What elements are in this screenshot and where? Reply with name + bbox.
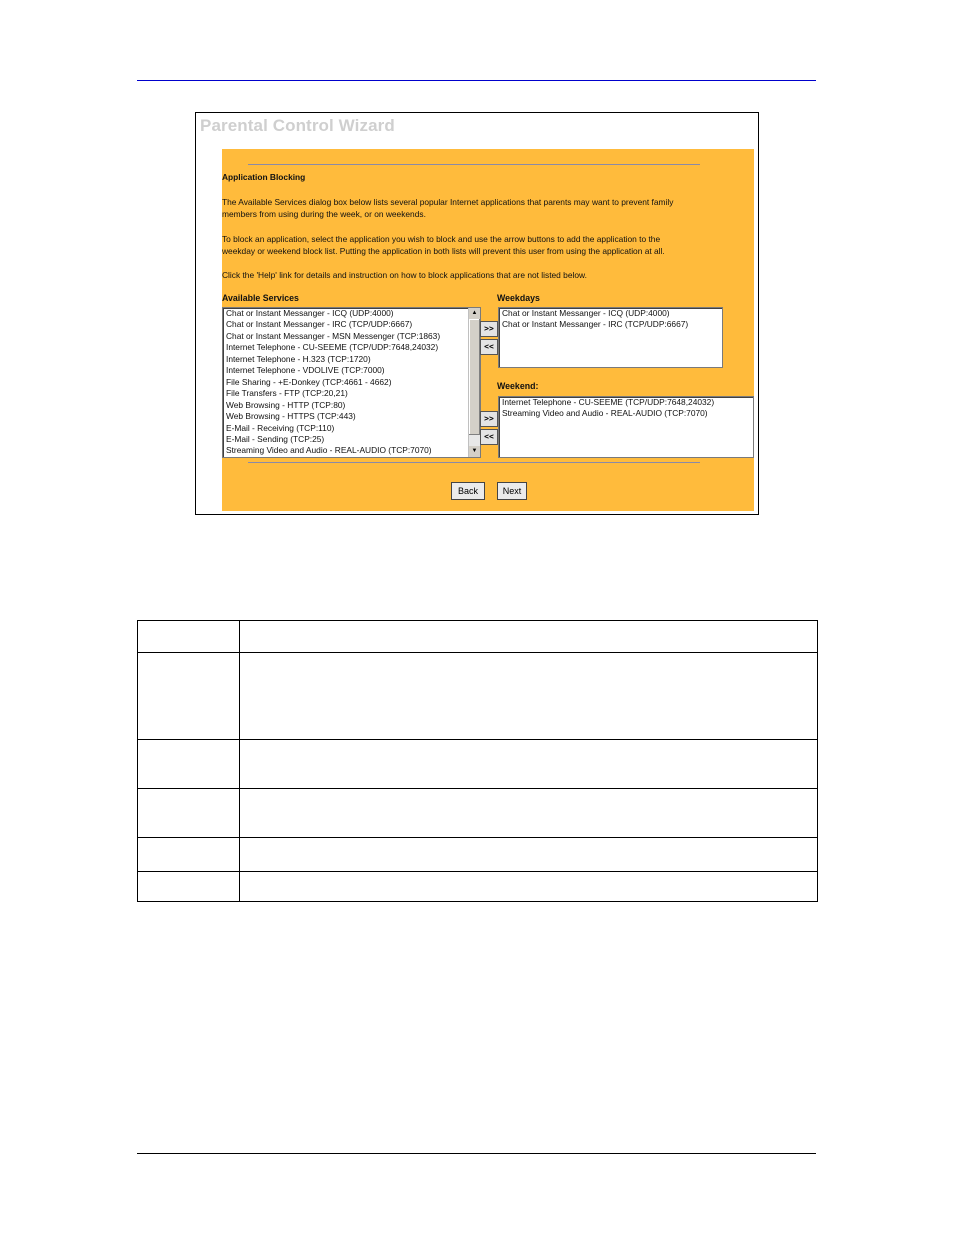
weekdays-label: Weekdays <box>497 293 540 303</box>
list-item[interactable]: File Sharing - +E-Donkey (TCP:4661 - 4662) <box>226 376 392 387</box>
add-to-weekend-button[interactable]: >> <box>480 411 498 427</box>
remove-from-weekdays-button[interactable]: << <box>480 339 498 355</box>
list-item[interactable]: Chat or Instant Messanger - IRC (TCP/UDP:6667) <box>226 319 413 330</box>
list-item[interactable]: Chat or Instant Messanger - IRC (TCP/UDP:6667) <box>502 319 689 330</box>
list-item[interactable]: Internet Telephone - CU-SEEME (TCP/UDP:7648,24032) <box>226 342 439 353</box>
description-table <box>137 620 818 902</box>
remove-from-weekend-button[interactable]: << <box>480 429 498 445</box>
list-item[interactable]: Chat or Instant Messanger - MSN Messenger (TCP:1863) <box>226 330 441 341</box>
scroll-thumb[interactable] <box>469 319 480 435</box>
available-services-scrollbar[interactable] <box>468 308 480 457</box>
section-title: Application Blocking <box>222 172 306 182</box>
list-item[interactable]: Chat or Instant Messanger - ICQ (UDP:4000) <box>226 308 394 318</box>
help-paragraph: Click the 'Help' link for details and instruction on how to block applications that are not listed below. <box>222 270 587 280</box>
top-divider <box>248 164 700 165</box>
list-item[interactable]: Internet Telephone - VDOLIVE (TCP:7000) <box>226 365 385 376</box>
add-to-weekdays-button[interactable]: >> <box>480 321 498 337</box>
header-rule <box>137 80 816 81</box>
instruction-paragraph: To block an application, select the application you wish to block and use the arrow buttons to add the application to the weekday or weekend block list. Putting the application in both lists will prevent this user from using the application at all. <box>222 234 665 256</box>
list-item[interactable]: Web Browsing - HTTPS (TCP:443) <box>226 411 356 422</box>
list-item[interactable]: File Transfers - FTP (TCP:20,21) <box>226 388 348 399</box>
scroll-down-icon[interactable]: ▼ <box>469 446 480 457</box>
list-item[interactable]: Streaming Video and Audio - REAL-AUDIO (TCP:7070) <box>502 408 708 419</box>
scroll-up-icon[interactable]: ▲ <box>469 308 480 319</box>
table-row <box>138 838 818 872</box>
intro-paragraph: The Available Services dialog box below lists several popular Internet applications that parents may want to prevent family members from using during the week, or on weekends. <box>222 197 674 219</box>
table-row <box>138 789 818 838</box>
bottom-divider <box>248 462 700 463</box>
list-item[interactable]: Streaming Video and Audio - REAL-AUDIO (TCP:7070) <box>226 445 432 456</box>
list-item[interactable]: E-Mail - Sending (TCP:25) <box>226 433 325 444</box>
parental-control-screenshot <box>195 112 759 515</box>
table-row <box>138 653 818 740</box>
list-item[interactable]: Internet Telephone - CU-SEEME (TCP/UDP:7648,24032) <box>502 397 715 407</box>
wizard-panel <box>222 149 754 511</box>
weekdays-list[interactable] <box>498 307 723 368</box>
next-button[interactable]: Next <box>497 482 527 500</box>
weekend-list[interactable] <box>498 396 754 458</box>
list-item[interactable]: Web Browsing - HTTP (TCP:80) <box>226 399 346 410</box>
back-button[interactable]: Back <box>451 482 485 500</box>
list-item[interactable]: E-Mail - Receiving (TCP:110) <box>226 422 335 433</box>
available-services-label: Available Services <box>222 293 299 303</box>
table-row <box>138 740 818 789</box>
wizard-title: Parental Control Wizard <box>200 116 395 135</box>
list-item[interactable]: Chat or Instant Messanger - ICQ (UDP:4000) <box>502 308 670 318</box>
footer-rule <box>137 1153 816 1154</box>
weekend-label: Weekend: <box>497 381 539 391</box>
table-row <box>138 621 818 653</box>
table-row <box>138 872 818 902</box>
available-services-list[interactable] <box>222 307 481 458</box>
list-item[interactable]: Internet Telephone - H.323 (TCP:1720) <box>226 353 371 364</box>
